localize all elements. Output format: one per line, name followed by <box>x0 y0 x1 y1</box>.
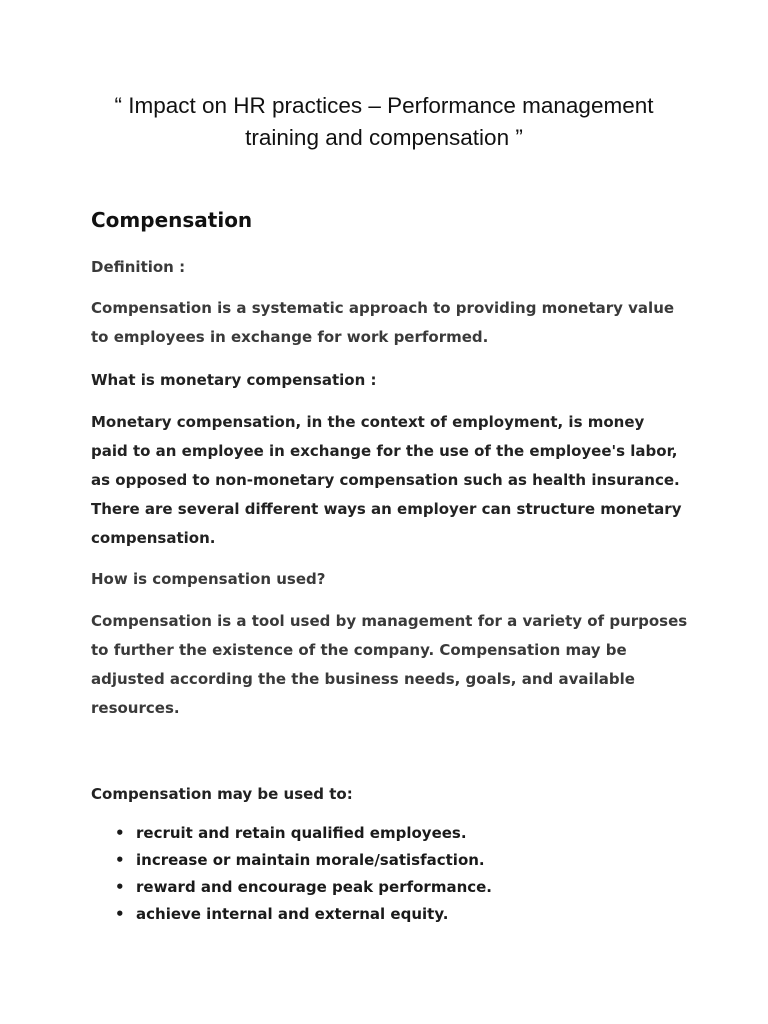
monetary-line: as opposed to non-monetary compensation such as health insurance. <box>91 471 680 489</box>
list-item <box>91 820 492 847</box>
list-item-text: increase or maintain morale/satisfaction. <box>136 851 485 869</box>
monetary-line: compensation. <box>91 529 216 547</box>
usage-line: adjusted according the the business needs, goals, and available <box>91 670 635 688</box>
usage-line: Compensation is a tool used by management for a variety of purposes <box>91 612 688 630</box>
usage-line: to further the existence of the company. Compensation may be <box>91 641 627 659</box>
uses-list <box>91 820 492 928</box>
list-item-text: recruit and retain qualified employees. <box>136 824 467 842</box>
title-line-2: training and compensation ” <box>245 125 523 150</box>
list-item-text: achieve internal and external equity. <box>136 905 449 923</box>
usage-line: resources. <box>91 699 180 717</box>
list-item <box>91 847 492 874</box>
monetary-text <box>91 408 711 553</box>
monetary-line: There are several different ways an employer can structure monetary <box>91 500 682 518</box>
document-title <box>60 90 708 154</box>
bullet-icon: • <box>115 878 125 896</box>
monetary-question: What is monetary compensation : <box>91 371 377 389</box>
definition-label: Definition : <box>91 258 186 276</box>
usage-text <box>91 607 711 723</box>
list-item <box>91 874 492 901</box>
usage-question: How is compensation used? <box>91 570 326 588</box>
bullet-icon: • <box>115 905 125 923</box>
section-heading: Compensation <box>91 208 253 232</box>
definition-text <box>91 294 711 352</box>
list-item <box>91 901 492 928</box>
bullet-icon: • <box>115 824 125 842</box>
list-item-text: reward and encourage peak performance. <box>136 878 493 896</box>
title-line-1: “ Impact on HR practices – Performance management <box>114 93 654 118</box>
monetary-line: paid to an employee in exchange for the use of the employee's labor, <box>91 442 678 460</box>
bullet-icon: • <box>115 851 125 869</box>
monetary-line: Monetary compensation, in the context of employment, is money <box>91 413 645 431</box>
definition-line: to employees in exchange for work performed. <box>91 328 489 346</box>
uses-label: Compensation may be used to: <box>91 785 353 803</box>
definition-line: Compensation is a systematic approach to providing monetary value <box>91 299 675 317</box>
